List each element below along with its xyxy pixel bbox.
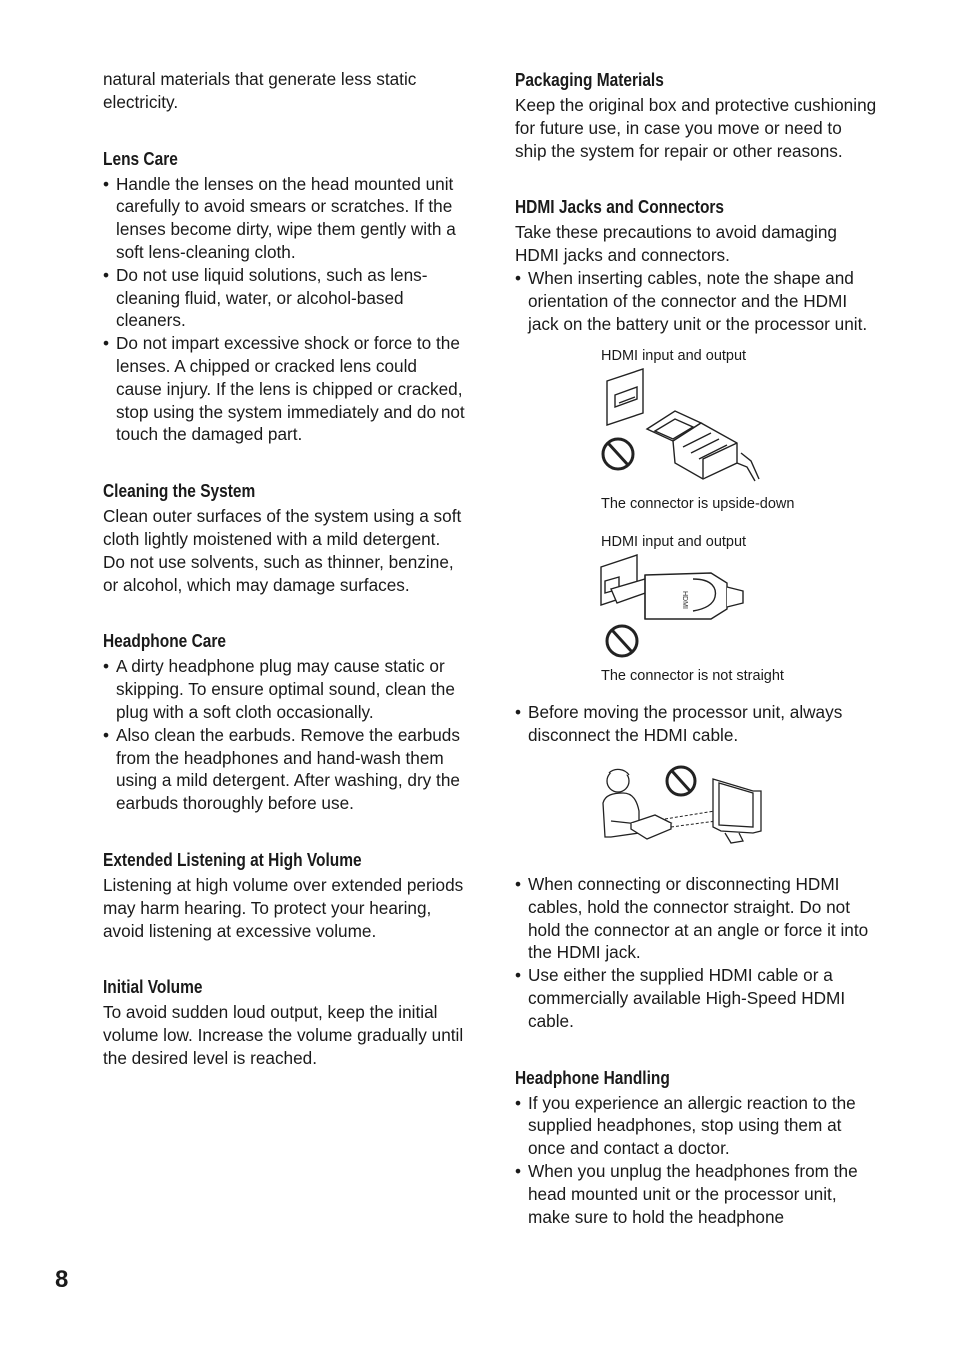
packaging-section	[515, 68, 877, 162]
hdmi-list-2	[515, 701, 877, 747]
list-item: • When inserting cables, note the shape and orientation of the connector and the HDMI jack on the battery unit or the processor unit.	[515, 267, 868, 334]
headphone-care-section	[103, 629, 465, 815]
bullet-icon: •	[103, 264, 110, 285]
list-item: • Before moving the processor unit, always disconnect the HDMI cable.	[515, 702, 843, 746]
intro-text: natural materials that generate less static electricity.	[103, 69, 417, 112]
list-item: • When you unplug the headphones from the head mounted unit or the processor unit, make sure to hold the headphone	[515, 1160, 858, 1227]
headphone-handling-list	[515, 1092, 877, 1229]
hdmi-plug-icon	[647, 411, 759, 481]
intro-section	[103, 68, 465, 114]
list-item: • Also clean the earbuds. Remove the earbuds from the headphones and hand-wash them using a mild detergent. After washing, dry the earbuds thoroughly before use.	[103, 724, 460, 814]
list-item: • Use either the supplied HDMI cable or a commercially available High-Speed HDMI cable.	[515, 965, 846, 1031]
list-item: • If you experience an allergic reaction to the supplied headphones, stop using them at once and contact a doctor.	[515, 1092, 856, 1159]
hdmi-upside-down-illustration	[515, 367, 877, 497]
bullet-icon: •	[515, 1160, 522, 1181]
figure-2-bottom-caption: The connector is not straight	[601, 668, 784, 685]
initial-volume-heading: Initial Volume	[103, 977, 203, 998]
headphone-care-heading: Headphone Care	[103, 631, 227, 652]
lens-care-list	[103, 173, 465, 447]
bullet-icon: •	[103, 656, 110, 677]
cleaning-text: Clean outer surfaces of the system using a soft cloth lightly moistened with a mild detergent. Do not use solvents, such as thinner, benzine, or alcohol, which may damage surfaces.	[103, 506, 462, 595]
hdmi-upside-down-figure	[515, 345, 877, 513]
headphone-care-list	[103, 655, 465, 815]
prohibited-icon	[667, 767, 695, 795]
hdmi-list-1	[515, 267, 877, 335]
list-item: • Do not use liquid solutions, such as lens-cleaning fluid, water, or alcohol-based cleaners.	[103, 264, 428, 331]
bullet-icon: •	[103, 724, 110, 745]
figure-1-top-caption: HDMI input and output	[601, 348, 747, 365]
prohibited-icon	[603, 439, 633, 469]
right-column	[515, 68, 877, 1228]
bullet-icon: •	[103, 333, 110, 354]
initial-volume-text: To avoid sudden loud output, keep the initial volume low. Increase the volume gradually until the desired level is reached.	[103, 1002, 464, 1068]
hdmi-list-3	[515, 873, 877, 1033]
bullet-icon: •	[515, 267, 522, 288]
hdmi-not-straight-figure	[515, 531, 877, 693]
bullet-icon: •	[515, 873, 522, 894]
cleaning-section	[103, 479, 465, 596]
hdmi-plug-icon	[611, 573, 743, 619]
lens-care-heading: Lens Care	[103, 148, 178, 169]
hdmi-section	[515, 195, 877, 1032]
figure-2-top-caption: HDMI input and output	[601, 534, 747, 551]
packaging-text: Keep the original box and protective cushioning for future use, in case you move or need to ship the system for repair or other reasons.	[515, 95, 877, 161]
hdmi-intro-text: Take these precautions to avoid damaging HDMI jacks and connectors.	[515, 222, 837, 266]
lens-care-section	[103, 147, 465, 447]
headphone-handling-heading: Headphone Handling	[515, 1067, 670, 1088]
list-item: • A dirty headphone plug may cause static or skipping. To ensure optimal sound, clean the plug with a soft cloth occasionally.	[103, 656, 455, 722]
display-icon	[713, 779, 761, 843]
list-item: • When connecting or disconnecting HDMI cables, hold the connector straight. Do not hold the connector at an angle or force it into the HDMI jack.	[515, 873, 869, 963]
bullet-icon: •	[515, 1092, 522, 1113]
packaging-heading: Packaging Materials	[515, 70, 664, 90]
initial-volume-section	[103, 975, 465, 1069]
left-column	[103, 68, 465, 1103]
bullet-icon: •	[515, 965, 522, 986]
prohibited-icon	[607, 626, 637, 656]
cleaning-heading: Cleaning the System	[103, 481, 256, 502]
disconnect-before-moving-illustration	[515, 761, 877, 857]
hdmi-jack-icon	[607, 369, 643, 425]
hdmi-plug-label: HDMI	[681, 591, 688, 610]
hdmi-not-straight-illustration	[515, 553, 877, 673]
bullet-icon: •	[103, 173, 110, 194]
extended-listening-heading: Extended Listening at High Volume	[103, 849, 362, 870]
headphone-handling-section	[515, 1066, 877, 1229]
disconnect-before-moving-figure	[515, 761, 877, 857]
hdmi-heading: HDMI Jacks and Connectors	[515, 197, 725, 218]
page-number: 8	[55, 1266, 69, 1293]
figure-1-bottom-caption: The connector is upside-down	[601, 496, 795, 513]
list-item: • Handle the lenses on the head mounted unit carefully to avoid smears or scratches. If the lenses become dirty, wipe them gently with a soft lens-cleaning cloth.	[103, 173, 456, 262]
extended-listening-text: Listening at high volume over extended periods may harm hearing. To protect your hearing, avoid listening at excessive volume.	[103, 874, 464, 941]
list-item: • Do not impart excessive shock or force to the lenses. A chipped or cracked lens could cause injury. If the lens is chipped or cracked, stop using the system immediately and do not touch the damaged part.	[103, 333, 465, 445]
bullet-icon: •	[515, 702, 522, 723]
extended-listening-section	[103, 848, 465, 942]
